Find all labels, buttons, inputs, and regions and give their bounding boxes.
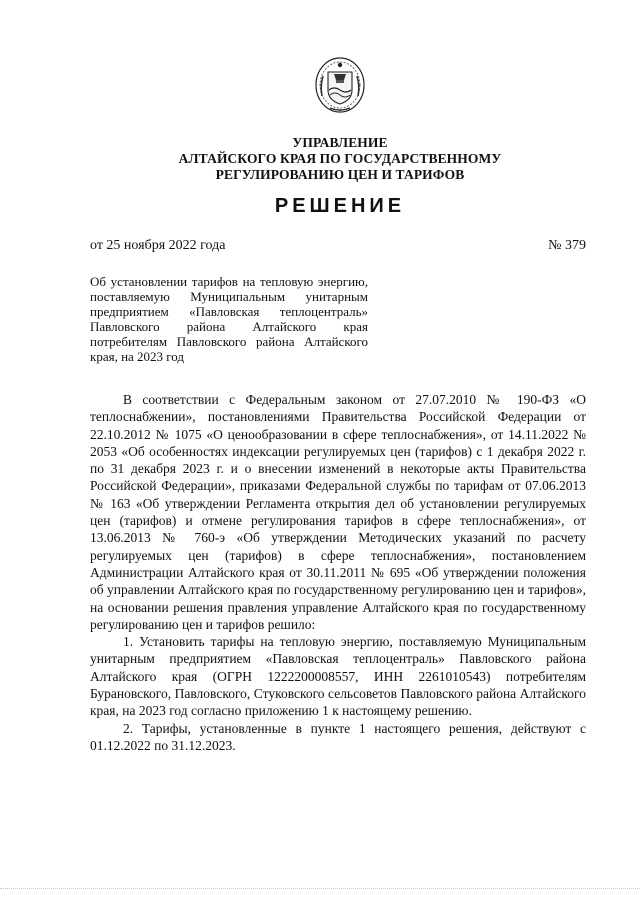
document-date: от 25 ноября 2022 года	[90, 238, 226, 253]
altai-krai-coat-of-arms-icon	[314, 56, 366, 114]
authority-line-2: АЛТАЙСКОГО КРАЯ ПО ГОСУДАРСТВЕННОМУ	[178, 151, 502, 166]
item-1-paragraph: 1. Установить тарифы на тепловую энергию, поставляемую Муниципальным унитарным предприятием «Павловская теплоцентраль» Павловского района Алтайского края (ОГРН 1222200008557, ИНН 2261010543) потребителям Бурановского, Павловского, Стуковского сельсоветов Павловского района Алтайского края, на 2023 год согласно приложению 1 к настоящему решению.	[90, 634, 586, 719]
item-2-paragraph: 2. Тарифы, установленные в пункте 1 настоящего решения, действуют с 01.12.2022 по 31.12.2023.	[90, 720, 586, 753]
issuing-authority	[80, 135, 600, 183]
authority-line-1: УПРАВЛЕНИЕ	[292, 135, 388, 150]
document-subject: Об установлении тарифов на тепловую энергию, поставляемую Муниципальным унитарным предприятием «Павловская теплоцентраль» Павловского района Алтайского края потребителям Павловского района Алтайского края, на 2023 год	[90, 274, 368, 364]
preamble-paragraph: В соответствии с Федеральным законом от 27.07.2010 № 190-ФЗ «О теплоснабжении», постановлениями Правительства Российской Федерации от 22.10.2012 № 1075 «О ценообразовании в сфере теплоснабжения», от 14.11.2022 № 2053 «Об особенностях индексации регулируемых цен (тарифов) с 1 декабря 2022 г. по 31 декабря 2023 г. и о внесении изменений в некоторые акты Правительства Российской Федерации», приказами Федеральной службы по тарифам от 07.06.2013 № 163 «Об утверждении Регламента открытия дел об установлении регулируемых цен (тарифов) и отмене регулирования тарифов в сфере теплоснабжения», от 13.06.2013 № 760-э «Об утверждении Методических указаний по расчету регулируемых цен (тарифов) в сфере теплоснабжения», постановлением Администрации Алтайского края от 30.11.2011 № 695 «Об утверждении положения об управлении Алтайского края по государственному регулированию цен и тарифов», на основании решения правления управление Алтайского края по государственному регулированию цен и тарифов решило:	[90, 392, 586, 632]
page-bottom-divider	[0, 888, 640, 889]
document-body	[90, 391, 586, 754]
document-type-title: РЕШЕНИЕ	[274, 195, 406, 217]
document-number: № 379	[548, 238, 586, 253]
authority-line-3: РЕГУЛИРОВАНИЮ ЦЕН И ТАРИФОВ	[215, 167, 465, 182]
